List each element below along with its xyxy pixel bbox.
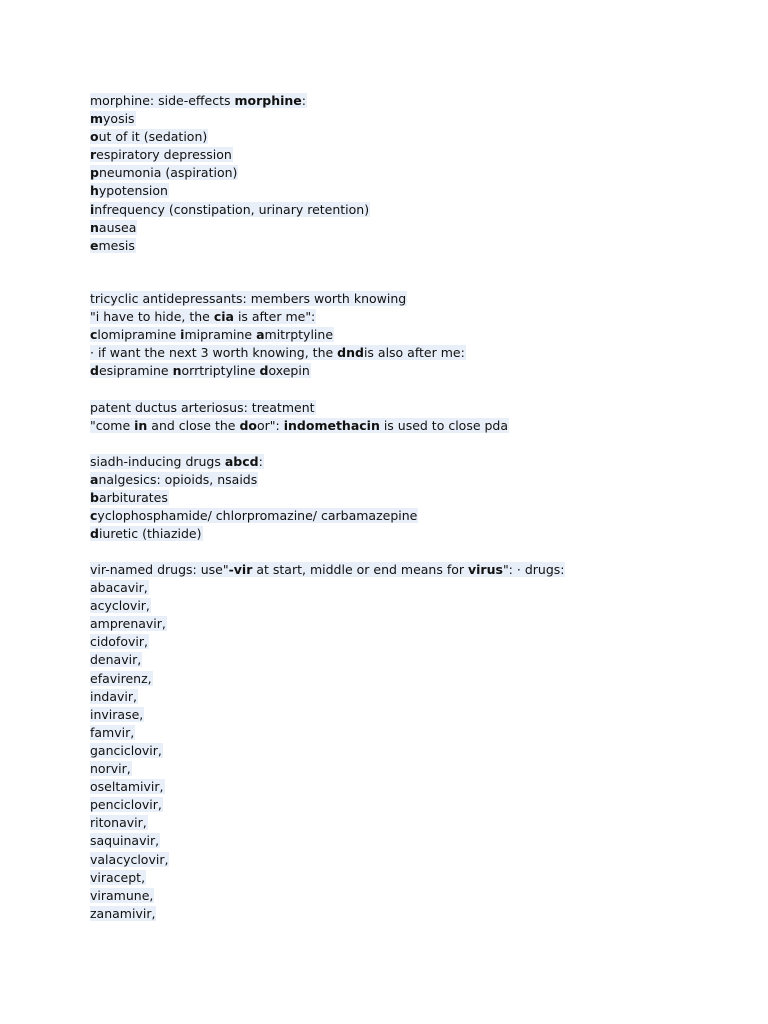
text-highlight [90, 490, 169, 505]
text-highlight [90, 870, 146, 885]
bold-text-run: n [172, 363, 182, 379]
text-line [90, 869, 710, 887]
text-highlight [90, 291, 407, 306]
bold-text-run: d [259, 363, 269, 379]
text-highlight [90, 779, 165, 794]
text-line [90, 290, 710, 308]
text-highlight [90, 345, 466, 360]
section-morphine [90, 92, 710, 255]
text-run: nalgesics: opioids, nsaids [98, 472, 258, 488]
text-highlight [90, 400, 316, 415]
bold-text-run: e [90, 237, 99, 253]
bold-text-run: abcd [224, 454, 259, 469]
bold-text-run: do [239, 418, 257, 434]
text-run: abacavir, [90, 580, 148, 596]
text-highlight [90, 418, 509, 433]
text-line [90, 814, 710, 832]
bold-text-run: c [90, 508, 98, 524]
text-line [90, 742, 710, 760]
text-line [90, 760, 710, 778]
text-run: ganciclovir, [90, 742, 162, 758]
text-run: efavirenz, [90, 670, 152, 686]
text-line [90, 92, 710, 110]
text-run: ausea [98, 219, 137, 235]
text-highlight [90, 689, 138, 704]
text-line [90, 489, 710, 507]
text-highlight [90, 238, 136, 253]
text-line [90, 128, 710, 146]
text-run: · if want the next 3 worth knowing, the [90, 345, 338, 361]
text-highlight [90, 93, 307, 108]
text-line [90, 832, 710, 850]
text-run: zanamivir, [90, 905, 156, 921]
text-highlight [90, 111, 136, 126]
bold-text-run: -vir [228, 562, 253, 577]
text-run: : [258, 454, 263, 469]
text-run: nfrequency (constipation, urinary retention) [94, 201, 370, 217]
text-highlight [90, 634, 149, 649]
text-run: invirase, [90, 706, 144, 722]
text-highlight [90, 526, 203, 541]
text-line [90, 706, 710, 724]
bold-text-run: a [256, 327, 265, 343]
text-line [90, 724, 710, 742]
text-run: "come [90, 418, 135, 434]
bold-text-run: in [134, 418, 148, 434]
text-highlight [90, 147, 233, 162]
text-run: is used to close pda [379, 418, 509, 434]
text-line [90, 561, 710, 579]
text-line [90, 326, 710, 344]
bold-text-run: cia [213, 309, 234, 325]
bold-text-run: p [90, 165, 99, 181]
text-highlight [90, 598, 151, 613]
text-run: is also after me: [363, 345, 465, 361]
bold-text-run: o [90, 129, 99, 145]
text-run: lomipramine [97, 327, 181, 343]
bold-text-run: d [90, 363, 99, 379]
text-highlight [90, 906, 156, 921]
bold-text-run: d [90, 526, 99, 542]
text-line [90, 507, 710, 525]
text-run: ypotension [98, 183, 168, 199]
text-run: famvir, [90, 724, 135, 740]
text-line [90, 453, 710, 471]
text-run: ritonavir, [90, 815, 147, 831]
text-line [90, 417, 710, 435]
text-run: denavir, [90, 652, 142, 668]
text-highlight [90, 220, 137, 235]
section-patent-ductus-arteriosus [90, 399, 710, 435]
text-highlight [90, 309, 316, 324]
text-highlight [90, 327, 334, 342]
bold-text-run: c [90, 327, 98, 343]
text-line [90, 905, 710, 923]
text-run: ut of it (sedation) [98, 129, 208, 145]
bold-text-run: morphine [234, 93, 302, 108]
text-run: tricyclic antidepressants: members worth knowing [90, 291, 407, 306]
text-run: cidofovir, [90, 634, 148, 650]
text-line [90, 796, 710, 814]
text-line [90, 851, 710, 869]
text-line [90, 579, 710, 597]
text-run: amprenavir, [90, 616, 166, 632]
bold-text-run: i [180, 327, 185, 343]
text-run: mitrptyline [264, 327, 334, 343]
bold-text-run: r [90, 147, 97, 163]
bold-text-run: b [90, 490, 99, 506]
text-highlight [90, 833, 160, 848]
text-run: oseltamivir, [90, 779, 164, 795]
text-line [90, 887, 710, 905]
bold-text-run: i [90, 201, 95, 217]
bold-text-run: a [90, 472, 99, 488]
bold-text-run: h [90, 183, 99, 199]
text-highlight [90, 707, 144, 722]
bold-text-run: indomethacin [283, 418, 380, 434]
text-run: : [301, 93, 306, 108]
bold-text-run: m [90, 111, 104, 127]
text-line [90, 471, 710, 489]
text-highlight [90, 652, 142, 667]
text-highlight [90, 129, 208, 144]
text-line [90, 308, 710, 326]
text-highlight [90, 852, 169, 867]
text-run: siadh-inducing drugs [90, 454, 225, 469]
text-run: "i have to hide, the [90, 309, 214, 325]
text-highlight [90, 671, 153, 686]
text-run: espiratory depression [96, 147, 232, 163]
bold-text-run: virus [468, 562, 503, 577]
text-highlight [90, 797, 163, 812]
text-run: is after me": [233, 309, 316, 325]
text-line [90, 651, 710, 669]
text-run: acyclovir, [90, 598, 150, 614]
text-run: vir-named drugs: use" [90, 562, 229, 577]
text-line [90, 615, 710, 633]
text-highlight [90, 616, 167, 631]
text-highlight [90, 725, 135, 740]
text-run: viracept, [90, 869, 146, 885]
text-line [90, 688, 710, 706]
text-line [90, 344, 710, 362]
text-run: ": · drugs: [502, 562, 565, 577]
text-line [90, 362, 710, 380]
text-highlight [90, 761, 132, 776]
text-highlight [90, 454, 264, 469]
text-line [90, 237, 710, 255]
text-run: mipramine [184, 327, 257, 343]
text-line [90, 164, 710, 182]
text-run: iuretic (thiazide) [98, 526, 202, 542]
text-highlight [90, 508, 418, 523]
text-line [90, 633, 710, 651]
text-line [90, 219, 710, 237]
section-tricyclic-antidepressants [90, 290, 710, 380]
text-highlight [90, 472, 258, 487]
text-run: esipramine [98, 363, 173, 379]
bold-text-run: n [90, 219, 99, 235]
text-run: valacyclovir, [90, 851, 169, 867]
text-highlight [90, 743, 163, 758]
section-siadh-inducing-drugs [90, 453, 710, 543]
text-highlight [90, 815, 148, 830]
text-run: morphine: side-effects [90, 93, 235, 108]
text-line [90, 778, 710, 796]
text-highlight [90, 580, 149, 595]
text-run: oxepin [268, 363, 310, 379]
text-line [90, 670, 710, 688]
text-run: and close the [147, 418, 240, 434]
text-highlight [90, 363, 311, 378]
text-run: mesis [98, 237, 135, 253]
text-highlight [90, 888, 154, 903]
text-run: orrtriptyline [181, 363, 260, 379]
text-run: or": [256, 418, 284, 434]
text-highlight [90, 183, 169, 198]
text-run: viramune, [90, 887, 154, 903]
text-run: neumonia (aspiration) [98, 165, 238, 181]
text-run: patent ductus arteriosus: treatment [90, 400, 315, 415]
text-line [90, 597, 710, 615]
text-highlight [90, 165, 238, 180]
text-run: penciclovir, [90, 797, 162, 813]
text-highlight [90, 562, 565, 577]
text-highlight [90, 202, 370, 217]
text-run: indavir, [90, 688, 137, 704]
text-line [90, 399, 710, 417]
text-run: at start, middle or end means for [252, 562, 468, 577]
text-run: norvir, [90, 761, 131, 777]
text-line [90, 110, 710, 128]
bold-text-run: dnd [337, 345, 364, 361]
text-run: saquinavir, [90, 833, 160, 849]
text-line [90, 146, 710, 164]
text-run: yclophosphamide/ chlorpromazine/ carbamazepine [97, 508, 418, 524]
text-run: yosis [103, 111, 135, 127]
section-vir-named-drugs [90, 561, 710, 923]
text-line [90, 525, 710, 543]
text-run: arbiturates [98, 490, 168, 506]
text-line [90, 182, 710, 200]
text-line [90, 201, 710, 219]
